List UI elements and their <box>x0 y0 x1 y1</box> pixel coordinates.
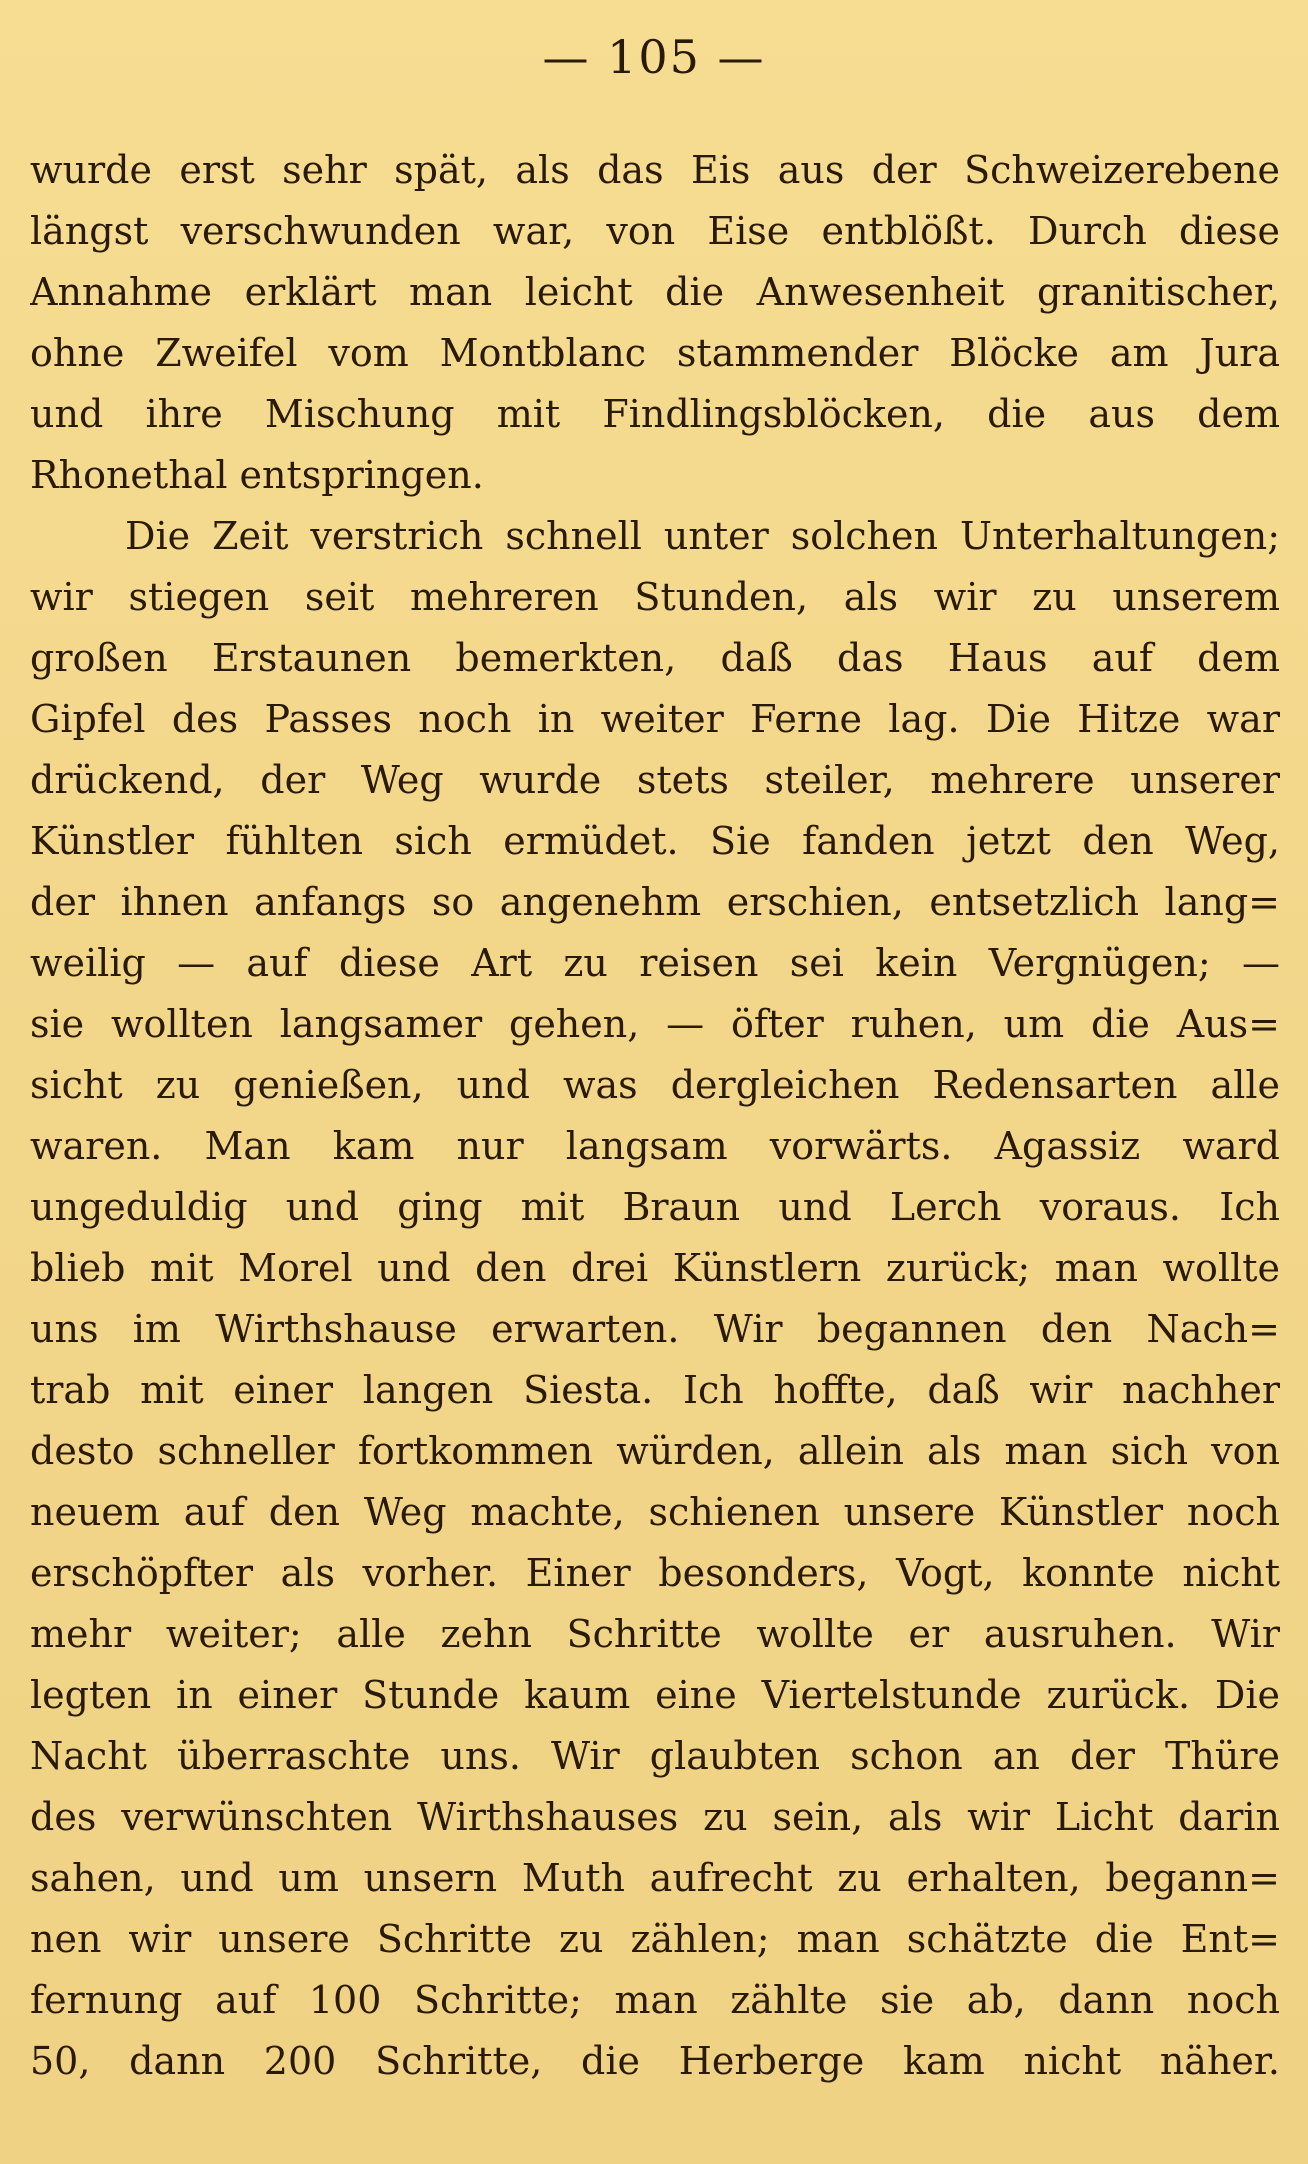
text-line: wir stiegen seit mehreren Stunden, als wir zu unserem <box>30 575 1280 619</box>
text-line: 50, dann 200 Schritte, die Herberge kam nicht näher. <box>30 2039 1280 2083</box>
text-line: drückend, der Weg wurde stets steiler, mehrere unserer <box>30 758 1280 802</box>
text-line: desto schneller fortkommen würden, allein als man sich von <box>30 1429 1280 1473</box>
text-line: blieb mit Morel und den drei Künstlern zurück; man wollte <box>30 1246 1280 1290</box>
text-line: Annahme erklärt man leicht die Anwesenheit granitischer, <box>30 270 1280 314</box>
text-line: sie wollten langsamer gehen, — öfter ruhen, um die Aus= <box>30 1002 1280 1046</box>
text-line: legten in einer Stunde kaum eine Viertelstunde zurück. Die <box>30 1673 1280 1717</box>
text-line: ohne Zweifel vom Montblanc stammender Blöcke am Jura <box>30 331 1280 375</box>
text-line: Gipfel des Passes noch in weiter Ferne lag. Die Hitze war <box>30 697 1280 741</box>
text-line: Die Zeit verstrich schnell unter solchen Unterhaltungen; <box>125 514 1280 558</box>
text-line: waren. Man kam nur langsam vorwärts. Agassiz ward <box>30 1124 1280 1168</box>
text-line: neuem auf den Weg machte, schienen unsere Künstler noch <box>30 1490 1280 1534</box>
text-line: der ihnen anfangs so angenehm erschien, entsetzlich lang= <box>30 880 1280 924</box>
text-line: sicht zu genießen, und was dergleichen Redensarten alle <box>30 1063 1280 1107</box>
text-line: trab mit einer langen Siesta. Ich hoffte, daß wir nachher <box>30 1368 1280 1412</box>
body-text <box>30 140 1280 2092</box>
text-line: sahen, und um unsern Muth aufrecht zu erhalten, begann= <box>30 1856 1280 1900</box>
text-line: und ihre Mischung mit Findlingsblöcken, die aus dem <box>30 392 1280 436</box>
text-line: des verwünschten Wirthshauses zu sein, als wir Licht darin <box>30 1795 1280 1839</box>
page-number-header: — 105 — <box>542 30 766 84</box>
text-line: erschöpfter als vorher. Einer besonders, Vogt, konnte nicht <box>30 1551 1280 1595</box>
text-line: längst verschwunden war, von Eise entblößt. Durch diese <box>30 209 1280 253</box>
text-line: mehr weiter; alle zehn Schritte wollte er ausruhen. Wir <box>30 1612 1280 1656</box>
text-line: Künstler fühlten sich ermüdet. Sie fanden jetzt den Weg, <box>30 819 1280 863</box>
text-line: weilig — auf diese Art zu reisen sei kein Vergnügen; — <box>30 941 1280 985</box>
text-line: nen wir unsere Schritte zu zählen; man schätzte die Ent= <box>30 1917 1280 1961</box>
text-line: großen Erstaunen bemerkten, daß das Haus auf dem <box>30 636 1280 680</box>
text-line: Rhonethal entspringen. <box>30 453 484 497</box>
text-line: fernung auf 100 Schritte; man zählte sie ab, dann noch <box>30 1978 1280 2022</box>
text-line: Nacht überraschte uns. Wir glaubten schon an der Thüre <box>30 1734 1280 1778</box>
text-line: uns im Wirthshause erwarten. Wir begannen den Nach= <box>30 1307 1280 1351</box>
text-line: wurde erst sehr spät, als das Eis aus der Schweizerebene <box>30 148 1280 192</box>
text-line: ungeduldig und ging mit Braun und Lerch voraus. Ich <box>30 1185 1280 1229</box>
